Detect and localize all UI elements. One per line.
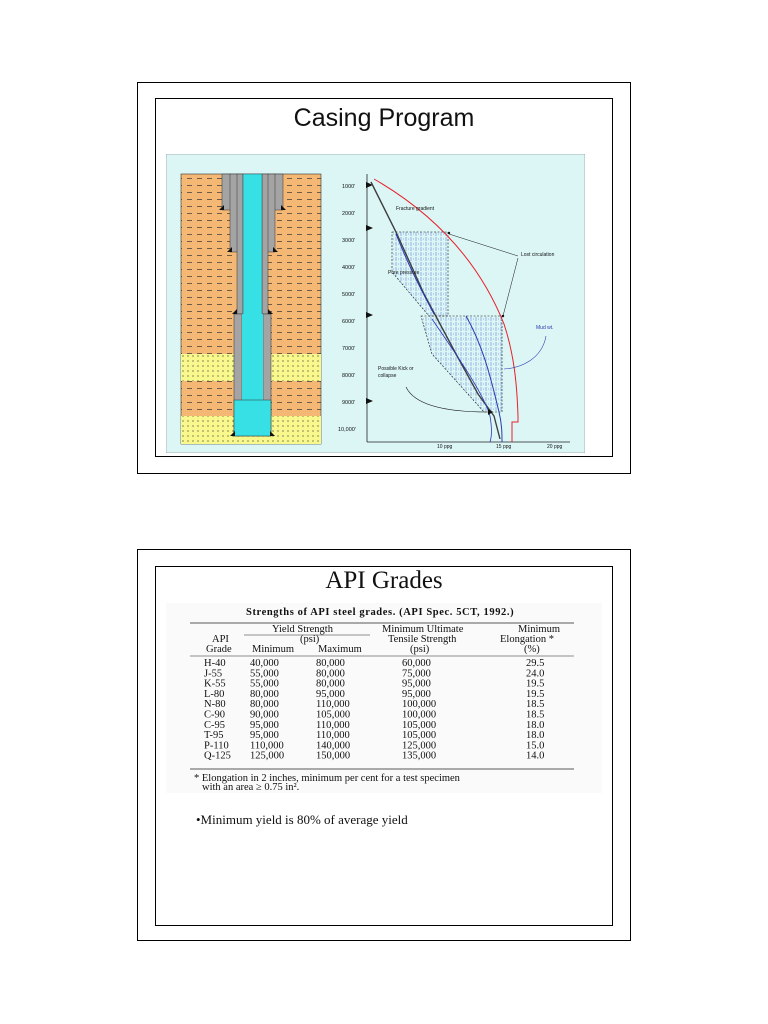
table-cell: 135,000: [402, 750, 437, 762]
table-cell: 80,000: [250, 699, 279, 711]
table-cell: 18.5: [526, 699, 545, 711]
x-tick-label: 10 ppg: [437, 444, 453, 450]
table-footnote-line2: with an area ≥ 0.75 in².: [202, 782, 300, 793]
lost-circulation-label: Lost circulation: [521, 252, 555, 258]
table-caption: Strengths of API steel grades. (API Spec. 5CT, 1992.): [246, 607, 515, 618]
bullet-point: •Minimum yield is 80% of average yield: [196, 812, 408, 827]
table-cell: 105,000: [402, 719, 437, 731]
table-cell: 19.5: [526, 688, 545, 700]
table-footnote-line1: * Elongation in 2 inches, minimum per cent for a test specimen: [194, 773, 460, 784]
header-minimum: Minimum: [518, 624, 561, 635]
table-cell: 100,000: [402, 699, 437, 711]
table-cell: Q-125: [204, 750, 231, 762]
depth-label: 8000': [342, 373, 356, 379]
table-cell: 110,000: [316, 730, 350, 742]
table-cell: 125,000: [250, 750, 285, 762]
table-cell: 95,000: [402, 678, 431, 690]
table-cell: 19.5: [526, 678, 545, 690]
table-cell: 95,000: [316, 688, 345, 700]
intermediate-casing-left: [237, 174, 243, 314]
table-cell: 75,000: [402, 668, 431, 680]
kick-label-line1: Possible Kick or: [378, 366, 414, 372]
table-cell: N-80: [204, 699, 226, 711]
header-maximum-col: Maximum: [318, 644, 362, 655]
depth-label: 1000': [342, 184, 356, 190]
table-cell: C-95: [204, 719, 225, 731]
header-percent: (%): [524, 644, 540, 655]
slide-1: [155, 98, 613, 457]
table-cell: 80,000: [316, 678, 345, 690]
depth-label: 6000': [342, 319, 356, 325]
table-cell: 95,000: [402, 688, 431, 700]
header-yield-strength: Yield Strength: [272, 624, 333, 635]
table-cell: 18.0: [526, 730, 545, 742]
table-cell: T-95: [204, 730, 224, 742]
depth-label: 10,000': [338, 427, 356, 433]
table-cell: 100,000: [402, 709, 437, 721]
header-api: API: [212, 634, 229, 645]
fracture-gradient-label: Fracture gradient: [396, 206, 435, 212]
table-cell: 105,000: [316, 709, 351, 721]
table-cell: 110,000: [316, 719, 350, 731]
table-cell: H-40: [204, 658, 226, 669]
header-min-ultimate: Minimum Ultimate: [382, 624, 464, 635]
depth-label: 5000': [342, 292, 356, 298]
x-tick-label: 15 ppg: [496, 444, 512, 450]
conductor-casing-left: [222, 174, 231, 210]
table-cell: 18.5: [526, 709, 545, 721]
slide-1-title: Casing Program: [293, 104, 475, 132]
table-cell: 14.0: [526, 750, 545, 762]
intermediate-casing-right: [262, 174, 268, 314]
table-cell: 90,000: [250, 709, 279, 721]
table-cell: 80,000: [250, 688, 279, 700]
table-cell: 55,000: [250, 668, 279, 680]
table-cell: C-90: [204, 709, 225, 721]
header-psi-tensile: (psi): [410, 644, 430, 655]
table-cell: 29.5: [526, 658, 545, 669]
open-hole: [234, 400, 271, 436]
table-cell: 55,000: [250, 678, 279, 690]
conductor-casing-right: [274, 174, 283, 210]
table-cell: 24.0: [526, 668, 545, 680]
table-cell: 95,000: [250, 719, 279, 731]
lost-circulation-point: [448, 232, 450, 234]
lost-circulation-point: [502, 315, 504, 317]
table-cell: 95,000: [250, 730, 279, 742]
mud-weight-label: Mud wt.: [536, 325, 554, 331]
pore-pressure-label: Pore pressure: [388, 270, 420, 276]
header-tensile-strength: Tensile Strength: [388, 634, 457, 645]
table-cell: 105,000: [402, 730, 437, 742]
table-cell: L-80: [204, 688, 225, 700]
casing-program-figure: [166, 154, 585, 453]
table-cell: 60,000: [402, 658, 431, 669]
header-minimum-col: Minimum: [252, 644, 295, 655]
table-cell: 80,000: [316, 658, 345, 669]
depth-label: 3000': [342, 238, 356, 244]
table-cell: J-55: [204, 668, 223, 680]
table-cell: 125,000: [402, 740, 437, 752]
slide-2-title: API Grades: [325, 567, 443, 594]
table-cell: 150,000: [316, 750, 351, 762]
depth-label: 4000': [342, 265, 356, 271]
well-schematic: [181, 174, 321, 444]
x-tick-label: 20 ppg: [547, 444, 563, 450]
table-cell: 40,000: [250, 658, 279, 669]
table-cell: 18.0: [526, 719, 545, 731]
table-cell: P-110: [204, 740, 229, 752]
depth-label: 7000': [342, 346, 356, 352]
header-elongation: Elongation *: [500, 634, 554, 645]
table-cell: 80,000: [316, 668, 345, 680]
table-cell: K-55: [204, 678, 226, 690]
header-psi: (psi): [300, 634, 320, 645]
kick-label-line2: collapse: [378, 373, 397, 379]
slide-2: [155, 566, 613, 926]
table-cell: 110,000: [250, 740, 284, 752]
api-grades-table: [166, 603, 602, 793]
header-grade: Grade: [206, 644, 232, 655]
table-cell: 110,000: [316, 699, 350, 711]
depth-label: 9000': [342, 400, 356, 406]
table-cell: 15.0: [526, 740, 545, 752]
table-cell: 140,000: [316, 740, 351, 752]
depth-label: 2000': [342, 211, 356, 217]
